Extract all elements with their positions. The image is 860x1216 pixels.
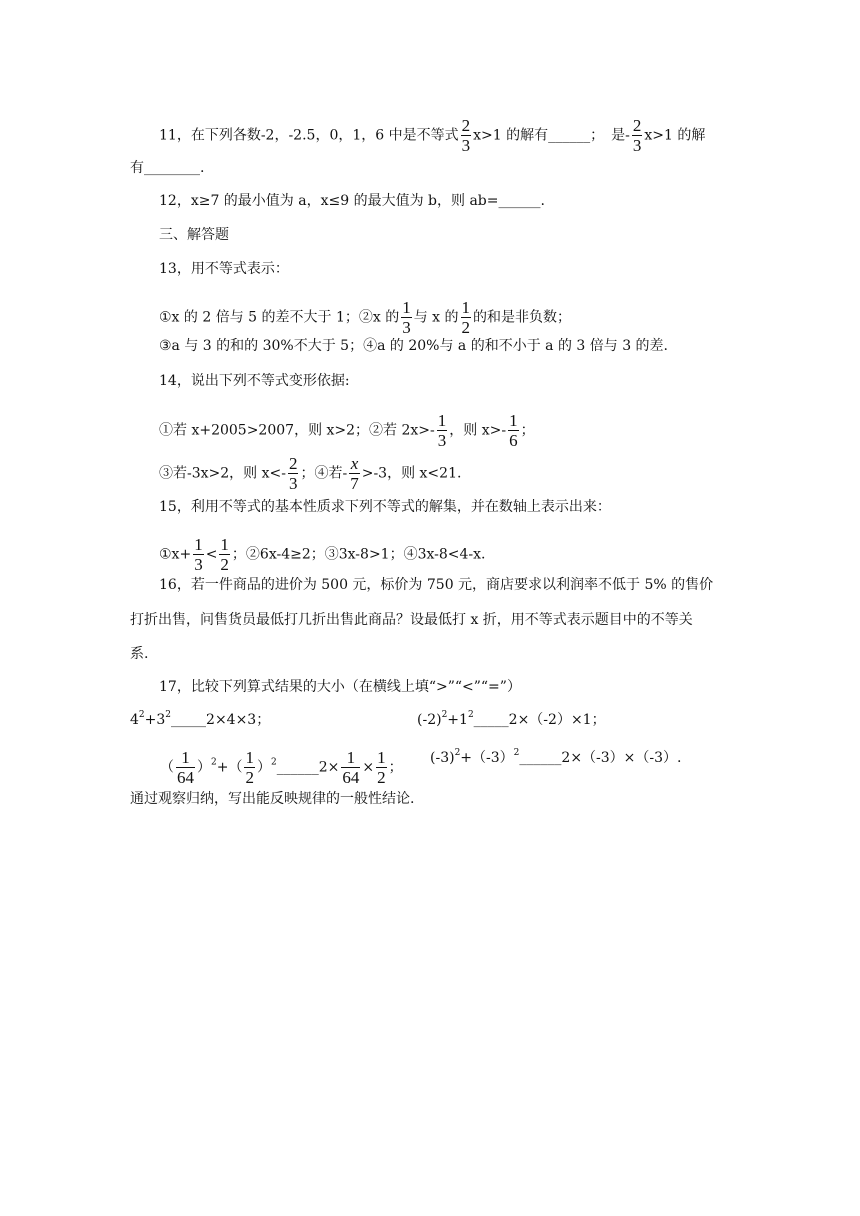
section-heading: 三、解答题 <box>159 227 229 243</box>
fraction: $\frac{1}{6}$ <box>509 411 518 450</box>
question-12: 12，x≥7 的最小值为 a，x≤9 的最大值为 b，则 ab=______. <box>159 193 545 209</box>
fraction: $\frac{1}{64}$ <box>177 748 194 787</box>
question-17-conclusion: 通过观察归纳，写出能反映规律的一般性结论. <box>130 791 415 807</box>
fraction: $\frac{2}{3}$ <box>632 116 642 155</box>
fraction: $\frac{2}{3}$ <box>461 116 471 155</box>
question-17-title: 17，比较下列算式结果的大小（在横线上填“>”“<”“=”） <box>159 679 521 695</box>
fraction: $\frac{1}{2}$ <box>377 748 386 787</box>
fraction: $\frac{2}{3}$ <box>288 454 298 493</box>
question-17-row-2-left: （ $\frac{1}{64}$ ）$^2$+（ $\frac{1}{2}$ ）$^2$______2× $\frac{1}{64}$ × $\frac{1}{2}$ ； <box>160 748 403 787</box>
question-14-line-1: ①若 x+2005>2007，则 x>2；②若 2x>- $\frac{1}{3}$ ，则 x>- $\frac{1}{6}$ ； <box>159 411 535 450</box>
fraction: $\frac{1}{64}$ <box>342 748 360 787</box>
question-17-row-1-left: $4^2+3^2\_\_\_\_\_2\times 4\times 3$； <box>130 710 271 728</box>
question-15-title: 15，利用不等式的基本性质求下列不等式的解集，并在数轴上表示出来： <box>159 499 611 515</box>
fraction: $\frac{x}{7}$ <box>350 454 359 493</box>
fraction: $\frac{1}{3}$ <box>402 298 411 337</box>
fraction: $\frac{1}{2}$ <box>220 535 229 574</box>
fraction: $\frac{1}{2}$ <box>461 298 471 337</box>
question-16-line-3: 系. <box>130 646 149 662</box>
question-14-line-2: ③若-3x>2，则 x<- $\frac{2}{3}$ ；④若- $\frac{x}{7}$ >-3，则 x<21. <box>159 454 462 493</box>
question-17-row-2-right: $(-3)^2+(-3)^2\_\_\_\_\_\_2\times(-3)\times(-3)$. <box>430 748 682 766</box>
question-16-line-1: 16，若一件商品的进价为 500 元，标价为 750 元，商店要求以利润率不低于 5% 的售价 <box>159 577 714 593</box>
question-11-line-1: 11，在下列各数-2，-2.5，0，1，6 中是不等式 $\frac{2}{3}$ x>1 的解有______； 是- $\frac{2}{3}$ x>1 的解 <box>159 116 706 155</box>
question-16-line-2: 打折出售，问售货员最低打几折出售此商品？设最低打 x 折，用不等式表示题目中的不等关 <box>130 612 693 628</box>
fraction: $\frac{1}{3}$ <box>437 411 447 450</box>
fraction: $\frac{1}{3}$ <box>194 535 203 574</box>
question-13-line-2: ③a 与 3 的和的 30%不大于 5；④a 的 20%与 a 的和不小于 a 的 3 倍与 3 的差. <box>159 338 669 354</box>
question-13-title: 13，用不等式表示： <box>159 261 289 277</box>
question-11-line-2: 有________. <box>130 160 205 176</box>
question-15-line-1: ①x+ $\frac{1}{3}$ < $\frac{1}{2}$ ；②6x-4≥2；③3x-8>1；④3x-8<4-x. <box>159 535 486 574</box>
question-17-row-1-right: $(-2)^2+1^2\_\_\_\_\_2\times(-2)\times 1$； <box>417 710 606 728</box>
fraction: $\frac{1}{2}$ <box>245 748 254 787</box>
question-13-line-1: ①x 的 2 倍与 5 的差不大于 1；②x 的 $\frac{1}{3}$ 与 x 的 $\frac{1}{2}$ 的和是非负数； <box>159 298 572 337</box>
question-14-title: 14，说出下列不等式变形依据: <box>159 373 350 389</box>
